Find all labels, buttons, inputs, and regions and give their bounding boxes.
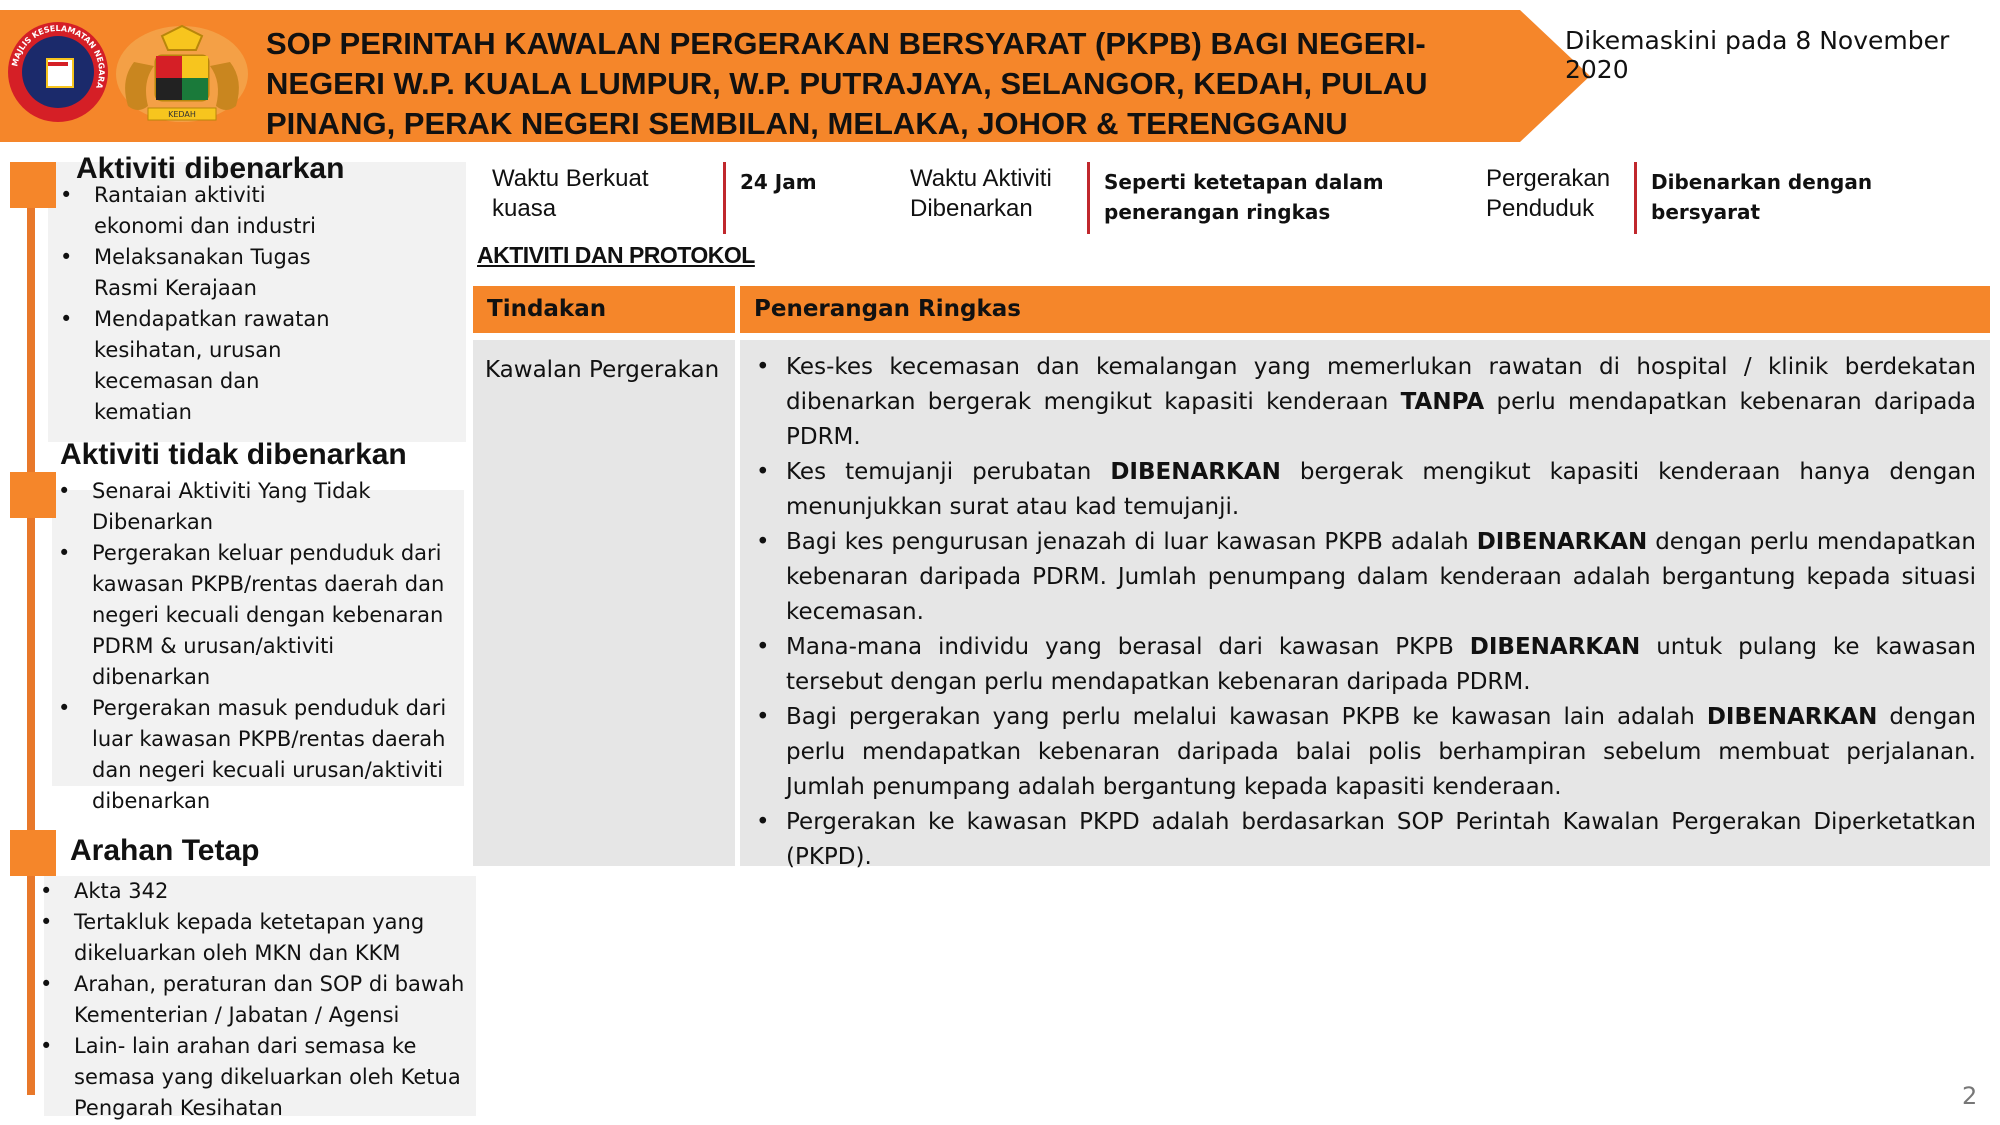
description-text: Pergerakan ke kawasan PKPD adalah berdasarkan SOP Perintah Kawalan Pergerakan Diperketatkan (PKPD).	[786, 809, 1976, 870]
separator	[1087, 162, 1090, 234]
list-item: • Arahan, peraturan dan SOP di bawah Kementerian / Jabatan / Agensi	[38, 969, 478, 1031]
description-item	[756, 350, 1976, 455]
list-item: • Pergerakan keluar penduduk dari kawasan PKPB/rentas daerah dan negeri kecuali dengan kebenaran PDRM & urusan/aktiviti dibenarkan	[56, 538, 456, 693]
list-item: • Tertakluk kepada ketetapan yang dikeluarkan oleh MKN dan KKM	[38, 907, 478, 969]
activity-label: Waktu Aktiviti Dibenarkan	[910, 165, 1052, 222]
description-text: dengan perlu mendapatkan kebenaran daripada PDRM. Jumlah penumpang dalam kenderaan adalah bergantung kepada situasi kecemasan.	[786, 529, 1976, 625]
svg-text:MAJLIS KESELAMATAN NEGARA	[10, 24, 106, 91]
title-line-2: NEGERI W.P. KUALA LUMPUR, W.P. PUTRAJAYA, SELANGOR, KEDAH, PULAU	[266, 66, 1428, 101]
description-text: Mana-mana individu yang berasal dari kawasan PKPB	[786, 634, 1470, 660]
description-text: Bagi kes pengurusan jenazah di luar kawasan PKPB adalah	[786, 529, 1477, 555]
allowed-heading: Aktiviti dibenarkan	[76, 152, 345, 185]
column-header-action: Tindakan	[473, 286, 735, 333]
description-list	[740, 340, 1990, 875]
title-line-1: SOP PERINTAH KAWALAN PERGERAKAN BERSYARAT (PKPB) BAGI NEGERI-	[266, 26, 1426, 61]
list-item: • Mendapatkan rawatan kesihatan, urusan kecemasan dan kematian	[58, 304, 358, 428]
table-cell-description	[740, 340, 1990, 870]
description-keyword: DIBENARKAN	[1706, 704, 1878, 730]
description-item	[756, 805, 1976, 875]
page-title	[266, 24, 1556, 144]
allowed-marker-icon	[10, 162, 56, 208]
title-line-3: PINANG, PERAK NEGERI SEMBILAN, MELAKA, JOHOR & TERENGGANU	[266, 106, 1348, 141]
movement-value: Dibenarkan dengan bersyarat	[1651, 170, 1873, 224]
description-text: untuk pulang ke kawasan tersebut dengan perlu mendapatkan kebenaran daripada PDRM.	[786, 634, 1976, 695]
list-item: • Lain- lain arahan dari semasa ke semasa yang dikeluarkan oleh Ketua Pengarah Kesihatan	[38, 1031, 478, 1124]
description-keyword: DIBENARKAN	[1476, 529, 1648, 555]
description-keyword: TANPA	[1400, 389, 1485, 415]
mkn-logo-text: MAJLIS KESELAMATAN NEGARA	[10, 23, 107, 90]
description-text: Bagi pergerakan yang perlu melalui kawasan PKPB ke kawasan lain adalah	[786, 704, 1707, 730]
directives-marker-icon	[10, 830, 56, 876]
description-text: Kes temujanji perubatan	[786, 459, 1111, 485]
description-keyword: DIBENARKAN	[1469, 634, 1641, 660]
description-text: Kes-kes kecemasan dan kemalangan yang memerlukan rawatan di hospital / klinik berdekatan dibenarkan bergerak mengikut kapasiti kenderaan	[786, 354, 1976, 415]
list-item: • Akta 342	[38, 876, 478, 907]
kedah-logo-text: KEDAH	[168, 110, 196, 119]
description-keyword: DIBENARKAN	[1110, 459, 1281, 485]
description-item	[756, 455, 1976, 525]
kedah-coat-of-arms	[112, 22, 252, 126]
not-allowed-marker-icon	[10, 472, 56, 518]
description-item	[756, 525, 1976, 630]
directives-list	[38, 876, 478, 1124]
activity-value: Seperti ketetapan dalam penerangan ringkas	[1104, 170, 1384, 224]
section-title: AKTIVITI DAN PROTOKOL	[477, 242, 755, 268]
mkn-logo	[8, 22, 108, 122]
not-allowed-list	[56, 476, 456, 817]
list-item: • Rantaian aktiviti ekonomi dan industri	[58, 180, 358, 242]
separator	[723, 162, 726, 234]
mkn-logo-ring	[8, 22, 108, 122]
column-header-description: Penerangan Ringkas	[740, 286, 1990, 333]
effective-label: Waktu Berkuat kuasa	[492, 165, 649, 222]
movement-label: Pergerakan Penduduk	[1486, 165, 1611, 222]
effective-value: 24 Jam	[740, 170, 817, 194]
description-item	[756, 630, 1976, 700]
allowed-list	[58, 180, 358, 428]
separator	[1634, 162, 1637, 234]
list-item: • Melaksanakan Tugas Rasmi Kerajaan	[58, 242, 358, 304]
description-item	[756, 700, 1976, 805]
not-allowed-heading: Aktiviti tidak dibenarkan	[60, 438, 407, 471]
page-number: 2	[1962, 1082, 1978, 1110]
table-cell-action: Kawalan Pergerakan	[473, 340, 735, 866]
list-item: • Senarai Aktiviti Yang Tidak Dibenarkan	[56, 476, 456, 538]
list-item: • Pergerakan masuk penduduk dari luar kawasan PKPB/rentas daerah dan negeri kecuali urusan/aktiviti dibenarkan	[56, 693, 456, 817]
timeline-line	[27, 180, 35, 1095]
description-text: perlu mendapatkan kebenaran daripada PDRM.	[786, 389, 1976, 450]
description-text: bergerak mengikut kapasiti kenderaan hanya dengan menunjukkan surat atau kad temujanji.	[786, 459, 1976, 520]
directives-heading: Arahan Tetap	[70, 834, 260, 867]
description-text: dengan perlu mendapatkan kebenaran daripada balai polis berhampiran sebelum membuat perjalanan. Jumlah penumpang adalah bergantung kepada kapasiti kenderaan.	[786, 704, 1976, 800]
updated-date: Dikemaskini pada 8 November 2020	[1565, 26, 1950, 84]
